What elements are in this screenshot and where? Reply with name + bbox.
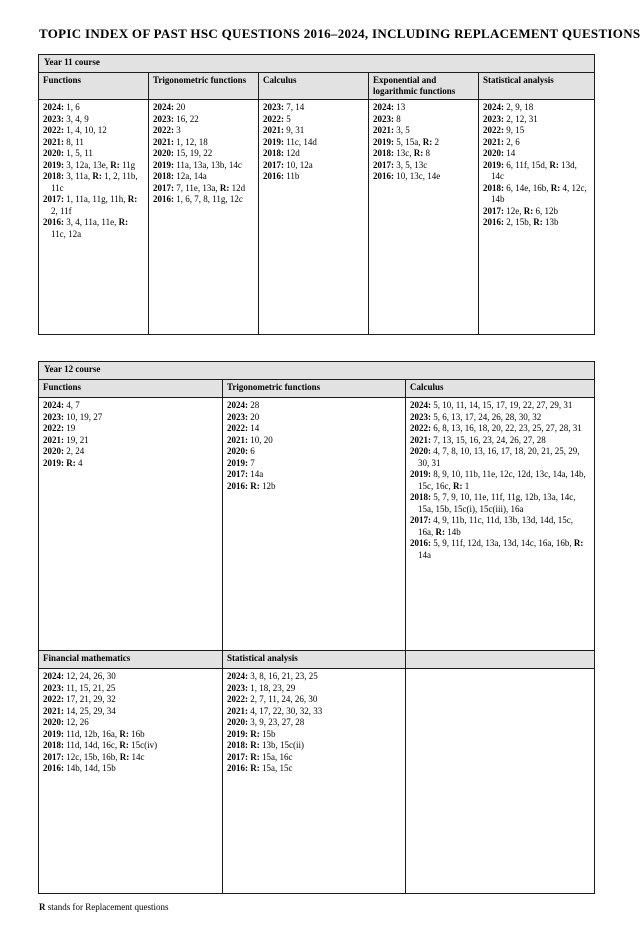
cell-y12-statistical-analysis (223, 669, 406, 894)
topic-entry: 2016: R: 12b (227, 480, 276, 491)
topic-entry: 2023: 16, 22 (153, 113, 199, 124)
topic-entry: 2016: 5, 9, 11f, 12d, 13a, 13d, 14c, 16a, 16b, R: 14a (410, 538, 584, 560)
topic-entry: 2024: 4, 7 (43, 400, 80, 410)
topic-entry: 2016: 1, 6, 7, 8, 11g, 12c (153, 194, 243, 204)
year12-course-band: Year 12 course (39, 362, 595, 380)
topic-entry: 2022: 5 (263, 113, 291, 124)
header-y12-trigonometric-functions: Trigonometric functions (223, 380, 406, 398)
header-y12-functions: Functions (39, 380, 223, 398)
topic-entry: 2018: R: 13b, 15c(ii) (227, 740, 304, 750)
topic-entry: 2023: 1, 18, 23, 29 (227, 682, 296, 693)
year11-header-row (39, 73, 595, 100)
topic-entry: 2016: 2, 15b, R: 13b (483, 217, 559, 227)
topic-entry: 2024: 1, 6 (43, 102, 80, 112)
topic-entry: 2023: 10, 19, 27 (43, 411, 103, 422)
topic-entry: 2024: 12, 24, 26, 30 (43, 671, 116, 681)
cell-y12-financial-mathematics (39, 669, 223, 894)
topic-entry: 2018: 12d (263, 148, 300, 158)
topic-entry: 2020: 15, 19, 22 (153, 148, 213, 158)
header-y12-statistical-analysis: Statistical analysis (223, 651, 406, 669)
topic-entry: 2016: 11b (263, 171, 300, 181)
topic-entry: 2021: 9, 31 (263, 125, 305, 135)
cell-y11-calculus (259, 100, 369, 335)
topic-entry: 2018: 12a, 14a (153, 171, 207, 181)
topic-entry: 2023: 8 (373, 113, 401, 124)
topic-entry: 2018: 5, 7, 9, 10, 11e, 11f, 11g, 12b, 13a, 14c, 15a, 15b, 15c(i), 15c(iii), 16a (410, 492, 576, 514)
topic-entry: 2016: 10, 13c, 14e (373, 171, 441, 181)
topic-entry: 2019: 3, 12a, 13e, R: 11g (43, 159, 136, 170)
year11-table (38, 54, 595, 335)
topic-entry: 2024: 3, 8, 16, 21, 23, 25 (227, 671, 318, 681)
topic-entry: 2020: 12, 26 (43, 717, 89, 727)
topic-entry: 2017: 7, 11e, 13a, R: 12d (153, 182, 246, 193)
topic-entry: 2024: 2, 9, 18 (483, 102, 534, 112)
year12-top-data-row (39, 398, 595, 651)
topic-entry: 2020: 1, 5, 11 (43, 148, 93, 158)
topic-entry: 2018: 13c, R: 8 (373, 148, 430, 158)
topic-entry: 2020: 6 (227, 446, 255, 456)
topic-entry: 2022: 9, 15 (483, 125, 525, 135)
topic-entry: 2022: 3 (153, 125, 181, 135)
topic-entry: 2019: 11d, 12b, 16a, R: 16b (43, 728, 145, 739)
topic-entry: 2019: R: 4 (43, 457, 83, 468)
topic-entry: 2017: 12e, R: 6, 12b (483, 205, 558, 216)
topic-entry: 2021: 10, 20 (227, 434, 273, 445)
topic-entry: 2020: 14 (483, 148, 516, 158)
header-y12-calculus: Calculus (406, 380, 595, 398)
topic-entry: 2022: 17, 21, 29, 32 (43, 694, 116, 704)
topic-entry: 2023: 11, 15, 21, 25 (43, 682, 116, 693)
topic-entry: 2023: 20 (227, 411, 260, 422)
topic-entry: 2018: 11d, 14d, 16c, R: 15c(iv) (43, 740, 158, 750)
topic-entry: 2022: 1, 4, 10, 12 (43, 125, 107, 135)
topic-entry: 2018: 6, 14e, 16b, R: 4, 12c, 14b (483, 182, 587, 204)
topic-entry: 2016: 3, 4, 11a, 11e, R: 11c, 12a (43, 217, 129, 239)
header-y11-calculus: Calculus (259, 73, 369, 100)
year12-bottom-data-row (39, 669, 595, 894)
cell-y11-trigonometric-functions (149, 100, 259, 335)
topic-entry: 2021: 7, 13, 15, 16, 23, 24, 26, 27, 28 (410, 434, 546, 445)
topic-entry: 2021: 19, 21 (43, 434, 89, 445)
footnote (39, 902, 640, 912)
year12-table (38, 361, 595, 894)
topic-entry: 2016: 14b, 14d, 15b (43, 763, 116, 773)
footnote-text: stands for Replacement questions (45, 902, 169, 912)
topic-entry: 2019: 5, 15a, R: 2 (373, 136, 439, 147)
year11-course-band: Year 11 course (39, 55, 595, 73)
topic-entry: 2021: 2, 6 (483, 136, 520, 147)
topic-entry: 2019: 11c, 14d (263, 136, 317, 147)
topic-entry: 2017: R: 15a, 16c (227, 751, 293, 762)
header-y11-trigonometric-functions: Trigonometric functions (149, 73, 259, 100)
topic-entry: 2018: 3, 11a, R: 1, 2, 11b, 11c (43, 171, 138, 193)
topic-entry: 2024: 20 (153, 102, 186, 112)
year11-band-row (39, 55, 595, 73)
cell-y12-calculus (406, 398, 595, 651)
topic-entry: 2024: 5, 10, 11, 14, 15, 17, 19, 22, 27, 29, 31 (410, 400, 573, 410)
topic-entry: 2023: 7, 14 (263, 102, 305, 112)
topic-entry: 2019: 8, 9, 10, 11b, 11e, 12c, 12d, 13c, 14a, 14b, 15c, 16c, R: 1 (410, 469, 586, 491)
topic-entry: 2024: 13 (373, 102, 406, 112)
header-y11-statistical-analysis: Statistical analysis (479, 73, 595, 100)
topic-entry: 2020: 3, 9, 23, 27, 28 (227, 717, 305, 727)
topic-entry: 2016: R: 15a, 15c (227, 763, 293, 773)
cell-y11-statistical-analysis (479, 100, 595, 335)
topic-entry: 2023: 5, 6, 13, 17, 24, 26, 28, 30, 32 (410, 411, 542, 422)
year12-bottom-header-row (39, 651, 595, 669)
header-y11-exponential-logarithmic: Exponential and logarithmic functions (369, 73, 479, 100)
cell-y11-exponential-logarithmic (369, 100, 479, 335)
topic-entry: 2021: 4, 17, 22, 30, 32, 33 (227, 705, 323, 716)
footnote-symbol: R (39, 902, 46, 912)
topic-entry: 2022: 14 (227, 423, 260, 433)
topic-entry: 2023: 3, 4, 9 (43, 113, 89, 124)
topic-entry: 2019: 6, 11f, 15d, R: 13d, 14c (483, 159, 577, 181)
topic-entry: 2019: 11a, 13a, 13b, 14c (153, 159, 242, 170)
topic-entry: 2021: 14, 25, 29, 34 (43, 705, 116, 716)
topic-entry: 2017: 1, 11a, 11g, 11h, R: 2, 11f (43, 194, 138, 216)
topic-entry: 2019: R: 15b (227, 728, 276, 739)
page-title: TOPIC INDEX OF PAST HSC QUESTIONS 2016–2024, INCLUDING REPLACEMENT QUESTIONS (39, 26, 640, 41)
topic-entry: 2020: 4, 7, 8, 10, 13, 16, 17, 18, 20, 21, 25, 29, 30, 31 (410, 446, 580, 468)
topic-entry: 2022: 6, 8, 13, 16, 18, 20, 22, 23, 25, 27, 28, 31 (410, 423, 582, 433)
topic-entry: 2022: 2, 7, 11, 24, 26, 30 (227, 694, 318, 704)
year12-top-header-row (39, 380, 595, 398)
topic-entry: 2017: 12c, 15b, 16b, R: 14c (43, 751, 145, 762)
topic-entry: 2017: 10, 12a (263, 159, 313, 170)
topic-entry: 2017: 3, 5, 13c (373, 159, 428, 170)
year11-data-row (39, 100, 595, 335)
cell-y12-empty (406, 669, 595, 894)
cell-y12-functions (39, 398, 223, 651)
header-y11-functions: Functions (39, 73, 149, 100)
topic-entry: 2021: 3, 5 (373, 125, 410, 135)
topic-entry: 2022: 19 (43, 423, 76, 433)
topic-entry: 2024: 28 (227, 400, 260, 410)
topic-entry: 2023: 2, 12, 31 (483, 113, 538, 124)
topic-entry: 2017: 4, 9, 11b, 11c, 11d, 13b, 13d, 14d, 15c, 16a, R: 14b (410, 515, 573, 537)
topic-entry: 2020: 2, 24 (43, 446, 85, 456)
topic-entry: 2017: 14a (227, 469, 264, 479)
topic-entry: 2019: 7 (227, 457, 255, 468)
year12-band-row (39, 362, 595, 380)
header-y12-empty (406, 651, 595, 669)
cell-y11-functions (39, 100, 149, 335)
header-y12-financial-mathematics: Financial mathematics (39, 651, 223, 669)
cell-y12-trigonometric-functions (223, 398, 406, 651)
topic-entry: 2021: 8, 11 (43, 136, 84, 147)
table-gap (38, 335, 640, 361)
topic-entry: 2021: 1, 12, 18 (153, 136, 208, 147)
